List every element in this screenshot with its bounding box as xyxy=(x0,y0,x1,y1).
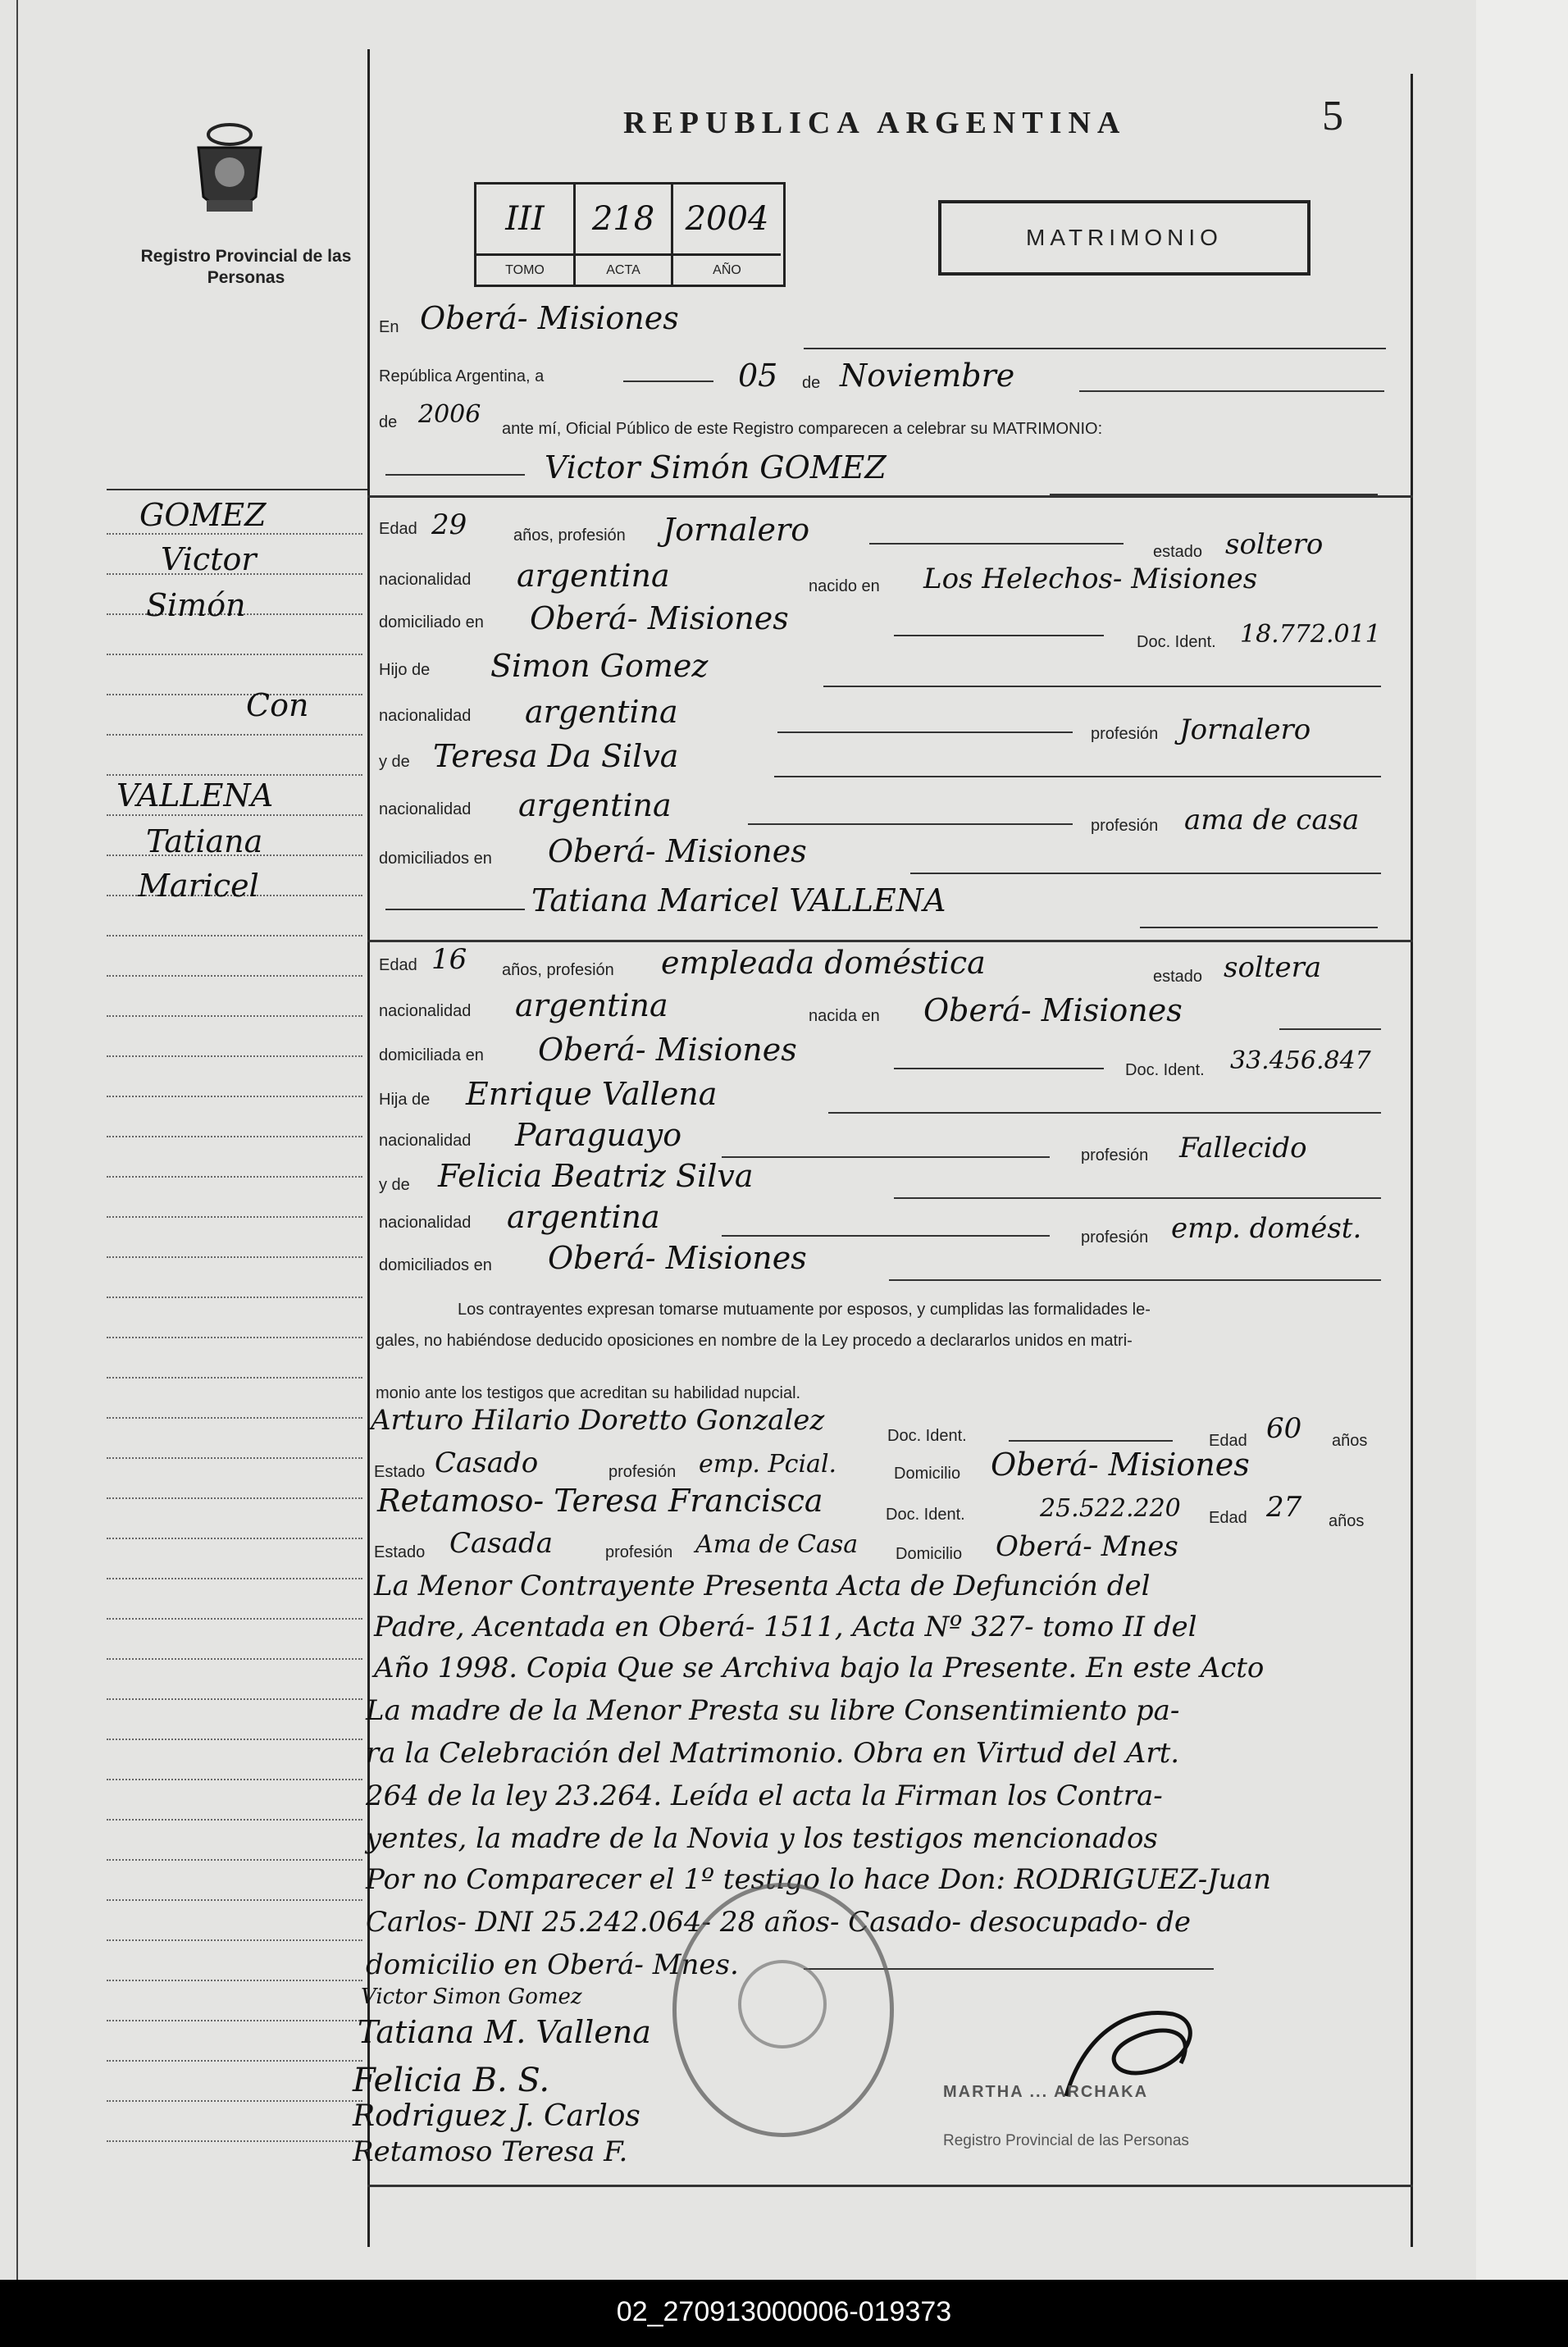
bride-mother-profession: emp. domést. xyxy=(1171,1212,1362,1245)
country-title: REPUBLICA ARGENTINA xyxy=(623,106,1127,140)
groom-domicile: Oberá- Misiones xyxy=(530,600,789,636)
groom-name-leader xyxy=(385,474,525,476)
bride-full-name: Tatiana Maricel VALLENA xyxy=(531,882,946,918)
tomo-label: TOMO xyxy=(476,253,576,287)
note-line-10: domicilio en Oberá- Mnes. xyxy=(366,1948,739,1981)
margin-ruled-line xyxy=(107,2020,362,2021)
margin-ruled-line xyxy=(107,774,362,776)
witness2-estado-label: Estado xyxy=(374,1543,426,1561)
bride-name-trailer xyxy=(1140,927,1378,928)
margin-ruled-line xyxy=(107,1176,362,1178)
bride-mother-prof-label: profesión xyxy=(1081,1228,1149,1246)
bride-yde-label: y de xyxy=(379,1176,410,1194)
margin-ruled-line xyxy=(107,1417,362,1419)
bride-age: 16 xyxy=(431,943,467,976)
margin-ruled-line xyxy=(107,1859,362,1861)
official-name: MARTHA ... ARCHAKA xyxy=(943,2083,1149,2101)
groom-parents-domicile: Oberá- Misiones xyxy=(548,833,807,869)
margin-ruled-line xyxy=(107,1216,362,1218)
margin-ruled-line xyxy=(107,1618,362,1620)
bride-domicile: Oberá- Misiones xyxy=(538,1032,797,1068)
witness1-doc-underline xyxy=(1009,1440,1173,1442)
groom-age: 29 xyxy=(431,508,467,541)
bride-father: Enrique Vallena xyxy=(466,1076,718,1112)
bride-profession: empleada doméstica xyxy=(661,945,986,981)
bottom-border xyxy=(367,2185,1413,2187)
groom-mother-nac-label: nacionalidad xyxy=(379,800,472,818)
bride-mother-underline xyxy=(894,1197,1381,1199)
groom-doc-number: 18.772.011 xyxy=(1240,620,1381,649)
signature-witness1: Rodriguez J. Carlos xyxy=(353,2099,640,2133)
note-line-4: La madre de la Menor Presta su libre Consentimiento pa- xyxy=(366,1694,1180,1727)
margin-bride-surname: VALLENA xyxy=(116,777,274,813)
margin-ruled-line xyxy=(107,1297,362,1298)
groom-father-profession: Jornalero xyxy=(1179,713,1311,746)
bride-father-prof-label: profesión xyxy=(1081,1146,1149,1164)
page-edge xyxy=(1476,0,1568,2280)
witness1-name: Arturo Hilario Doretto Gonzalez xyxy=(371,1404,825,1437)
margin-top-rule xyxy=(107,489,367,490)
margin-groom-surname: GOMEZ xyxy=(139,497,267,533)
groom-nacido-label: nacido en xyxy=(809,577,880,595)
margin-ruled-line xyxy=(107,533,362,535)
margin-ruled-line xyxy=(107,1377,362,1379)
witness2-name: Retamoso- Teresa Francisca xyxy=(377,1483,823,1519)
bride-dom-label: domiciliada en xyxy=(379,1046,484,1064)
witness2-profession: Ama de Casa xyxy=(695,1530,859,1559)
margin-ruled-line xyxy=(107,1819,362,1821)
groom-hijo-label: Hijo de xyxy=(379,661,431,679)
note-line-7: yentes, la madre de la Novia y los testigos mencionados xyxy=(366,1822,1158,1855)
margin-ruled-line xyxy=(107,1939,362,1941)
groom-profession: Jornalero xyxy=(663,512,810,548)
margin-ruled-line xyxy=(107,1980,362,1981)
margin-groom-name1: Victor xyxy=(161,541,257,577)
witness2-age: 27 xyxy=(1266,1491,1302,1524)
groom-yde-label: y de xyxy=(379,753,410,771)
groom-mother-nac-underline xyxy=(748,823,1073,825)
day-value: 05 xyxy=(738,358,778,394)
bride-mother-nationality: argentina xyxy=(507,1199,660,1235)
margin-ruled-line xyxy=(107,935,362,937)
bride-doc-number: 33.456.847 xyxy=(1230,1046,1371,1075)
groom-civil-state: soltero xyxy=(1225,528,1324,561)
declaration-line2: gales, no habiéndose deducido oposiciones en nombre de la Ley procedo a declararlos unidos en matri- xyxy=(376,1332,1133,1350)
groom-father: Simon Gomez xyxy=(490,648,709,684)
groom-profesion-label: años, profesión xyxy=(513,526,626,545)
groom-nationality: argentina xyxy=(517,558,670,594)
margin-ruled-line xyxy=(107,1739,362,1740)
note-line-6: 264 de la ley 23.264. Leída el acta la Firman los Contra- xyxy=(366,1780,1163,1812)
groom-prof-underline xyxy=(869,543,1124,545)
margin-ruled-line xyxy=(107,975,362,977)
groom-full-name: Victor Simón GOMEZ xyxy=(545,449,887,485)
margin-ruled-line xyxy=(107,1136,362,1137)
date-underline-2 xyxy=(1079,390,1384,392)
witness1-estado-label: Estado xyxy=(374,1463,426,1481)
margin-ruled-line xyxy=(107,1538,362,1539)
margin-ruled-line xyxy=(107,1497,362,1499)
bride-father-profession: Fallecido xyxy=(1179,1132,1307,1164)
witness1-domicilio-label: Domicilio xyxy=(894,1465,961,1483)
bride-edad-label: Edad xyxy=(379,956,417,974)
de-label: de xyxy=(802,374,821,392)
witness1-doc-label: Doc. Ident. xyxy=(887,1427,967,1445)
groom-mother-underline xyxy=(774,776,1381,777)
groom-father-underline xyxy=(823,686,1381,687)
bride-parents-domicile: Oberá- Misiones xyxy=(548,1240,807,1276)
signature-witness2: Retamoso Teresa F. xyxy=(353,2135,628,2168)
margin-ruled-line xyxy=(107,2060,362,2062)
witness2-anios-label: años xyxy=(1329,1512,1365,1530)
registry-name: Registro Provincial de las Personas xyxy=(140,247,352,287)
witness1-profesion-label: profesión xyxy=(609,1463,677,1481)
groom-parents-dom-underline xyxy=(910,873,1381,874)
record-number-table xyxy=(474,182,786,287)
groom-mother-profession: ama de casa xyxy=(1184,804,1360,836)
margin-ruled-line xyxy=(107,694,362,695)
margin-ruled-line xyxy=(107,2100,362,2102)
year-prefix-label: de xyxy=(379,413,398,431)
margin-ruled-line xyxy=(107,734,362,736)
note-line-2: Padre, Acentada en Oberá- 1511, Acta Nº 327- tomo II del xyxy=(374,1611,1197,1643)
note-line-5: ra la Celebración del Matrimonio. Obra en Virtud del Art. xyxy=(366,1737,1180,1770)
groom-doc-label: Doc. Ident. xyxy=(1137,633,1216,651)
bride-section-rule xyxy=(367,940,1413,942)
place-value: Oberá- Misiones xyxy=(420,300,679,336)
witness2-domicilio-label: Domicilio xyxy=(896,1545,963,1563)
month-value: Noviembre xyxy=(840,358,1015,394)
republica-label: República Argentina, a xyxy=(379,367,545,385)
note-line-3: Año 1998. Copia Que se Archiva bajo la Presente. En este Acto xyxy=(374,1652,1265,1684)
right-border xyxy=(1411,74,1413,2247)
witness1-age: 60 xyxy=(1266,1412,1302,1445)
note-line-9: Carlos- DNI 25.242.064- 28 años- Casado- desocupado- de xyxy=(366,1906,1192,1939)
bride-civil-state: soltera xyxy=(1224,951,1322,984)
witness1-civil-state: Casado xyxy=(435,1447,539,1479)
bride-nac-label: nacionalidad xyxy=(379,1002,472,1020)
declaration-line1: Los contrayentes expresan tomarse mutuamente por esposos, y cumplidas las formalidades le- xyxy=(458,1301,1151,1319)
year-value: 2006 xyxy=(418,400,481,429)
note-line-1: La Menor Contrayente Presenta Acta de Defunción del xyxy=(374,1570,1151,1602)
margin-ruled-line xyxy=(107,1337,362,1338)
statement-text: ante mí, Oficial Público de este Registro comparecen a celebrar su MATRIMONIO: xyxy=(502,420,1103,438)
groom-edad-label: Edad xyxy=(379,520,417,538)
note-line-8: Por no Comparecer el 1º testigo lo hace Don: RODRIGUEZ-Juan xyxy=(366,1863,1271,1896)
bride-parents-dom-underline xyxy=(889,1279,1381,1281)
bride-father-nationality: Paraguayo xyxy=(515,1117,682,1153)
bride-mother-nac-underline xyxy=(722,1235,1050,1237)
signature-mother: Felicia B. S. xyxy=(353,2062,550,2099)
en-label: En xyxy=(379,318,399,336)
document-type-box: MATRIMONIO xyxy=(938,200,1310,276)
groom-mother: Teresa Da Silva xyxy=(433,738,679,774)
bride-parents-dom-label: domiciliados en xyxy=(379,1256,492,1274)
groom-father-prof-label: profesión xyxy=(1091,725,1159,743)
margin-ruled-line xyxy=(107,1096,362,1097)
witness2-doc-number: 25.522.220 xyxy=(1040,1494,1181,1523)
groom-nac-label: nacionalidad xyxy=(379,571,472,589)
bride-father-nac-label: nacionalidad xyxy=(379,1132,472,1150)
groom-father-nac-label: nacionalidad xyxy=(379,707,472,725)
margin-ruled-line xyxy=(107,1015,362,1017)
groom-dom-underline xyxy=(894,635,1104,636)
groom-mother-nationality: argentina xyxy=(518,787,672,823)
bride-father-underline xyxy=(828,1112,1381,1114)
margin-ruled-line xyxy=(107,1698,362,1700)
groom-section-rule xyxy=(367,495,1413,498)
bride-nacida-label: nacida en xyxy=(809,1007,880,1025)
bride-name-leader xyxy=(385,909,525,910)
margin-ruled-line xyxy=(107,1457,362,1459)
anio-value: 2004 xyxy=(685,200,769,238)
bride-hija-label: Hija de xyxy=(379,1091,431,1109)
groom-name-trailer xyxy=(1050,494,1378,495)
place-underline xyxy=(804,348,1386,349)
margin-ruled-line xyxy=(107,1658,362,1660)
image-id-caption: 02_270913000006-019373 xyxy=(616,2296,952,2327)
margin-bride-name1: Tatiana xyxy=(146,823,263,859)
witness1-edad-label: Edad xyxy=(1209,1432,1247,1450)
acta-label: ACTA xyxy=(576,253,673,287)
official-title: Registro Provincial de las Personas xyxy=(943,2132,1189,2149)
margin-ruled-line xyxy=(107,2140,362,2142)
signature-bride: Tatiana M. Vallena xyxy=(358,2014,651,2050)
witness2-profesion-label: profesión xyxy=(605,1543,673,1561)
groom-dom-label: domiciliado en xyxy=(379,613,484,631)
margin-ruled-line xyxy=(107,1055,362,1057)
groom-estado-label: estado xyxy=(1153,543,1203,561)
witness1-domicile: Oberá- Misiones xyxy=(991,1447,1250,1483)
witness1-anios-label: años xyxy=(1332,1432,1368,1450)
margin-bride-name2: Maricel xyxy=(138,868,259,904)
groom-parents-dom-label: domiciliados en xyxy=(379,850,492,868)
margin-con: Con xyxy=(246,687,309,723)
margin-groom-name2: Simón xyxy=(146,587,246,623)
declaration-line3: monio ante los testigos que acreditan su habilidad nupcial. xyxy=(376,1384,801,1402)
tomo-value: III xyxy=(476,185,576,253)
margin-ruled-line xyxy=(107,654,362,655)
acta-value: 218 xyxy=(576,185,673,253)
bride-birthplace-underline xyxy=(1279,1028,1381,1030)
bride-nationality: argentina xyxy=(515,987,668,1023)
witness2-domicile: Oberá- Mnes xyxy=(996,1530,1178,1563)
margin-ruled-line xyxy=(107,1899,362,1901)
left-binding-line xyxy=(16,0,18,2280)
groom-mother-prof-label: profesión xyxy=(1091,817,1159,835)
date-underline-1 xyxy=(623,381,713,382)
bride-doc-label: Doc. Ident. xyxy=(1125,1061,1205,1079)
bride-mother: Felicia Beatriz Silva xyxy=(438,1158,754,1194)
stamp-emblem xyxy=(738,1960,827,2048)
witness2-edad-label: Edad xyxy=(1209,1509,1247,1527)
page-number: 5 xyxy=(1322,93,1343,139)
witness2-doc-label: Doc. Ident. xyxy=(886,1506,965,1524)
margin-ruled-line xyxy=(107,1256,362,1258)
margin-ruled-line xyxy=(107,1578,362,1579)
groom-father-nationality: argentina xyxy=(525,694,678,730)
coat-of-arms-icon xyxy=(190,115,269,221)
bride-birthplace: Oberá- Misiones xyxy=(923,992,1183,1028)
signature-groom: Victor Simon Gomez xyxy=(361,1985,582,2009)
bride-estado-label: estado xyxy=(1153,968,1203,986)
bride-dom-underline xyxy=(894,1068,1104,1069)
bride-father-nac-underline xyxy=(722,1156,1050,1158)
groom-birthplace: Los Helechos- Misiones xyxy=(923,563,1258,595)
margin-ruled-line xyxy=(107,814,362,816)
margin-ruled-line xyxy=(107,1779,362,1780)
witness1-profession: emp. Pcial. xyxy=(699,1450,837,1479)
anio-label: AÑO xyxy=(673,253,781,287)
bride-mother-nac-label: nacionalidad xyxy=(379,1214,472,1232)
groom-father-nac-underline xyxy=(777,731,1073,733)
bride-profesion-label: años, profesión xyxy=(502,961,614,979)
witness2-civil-state: Casada xyxy=(449,1527,554,1560)
